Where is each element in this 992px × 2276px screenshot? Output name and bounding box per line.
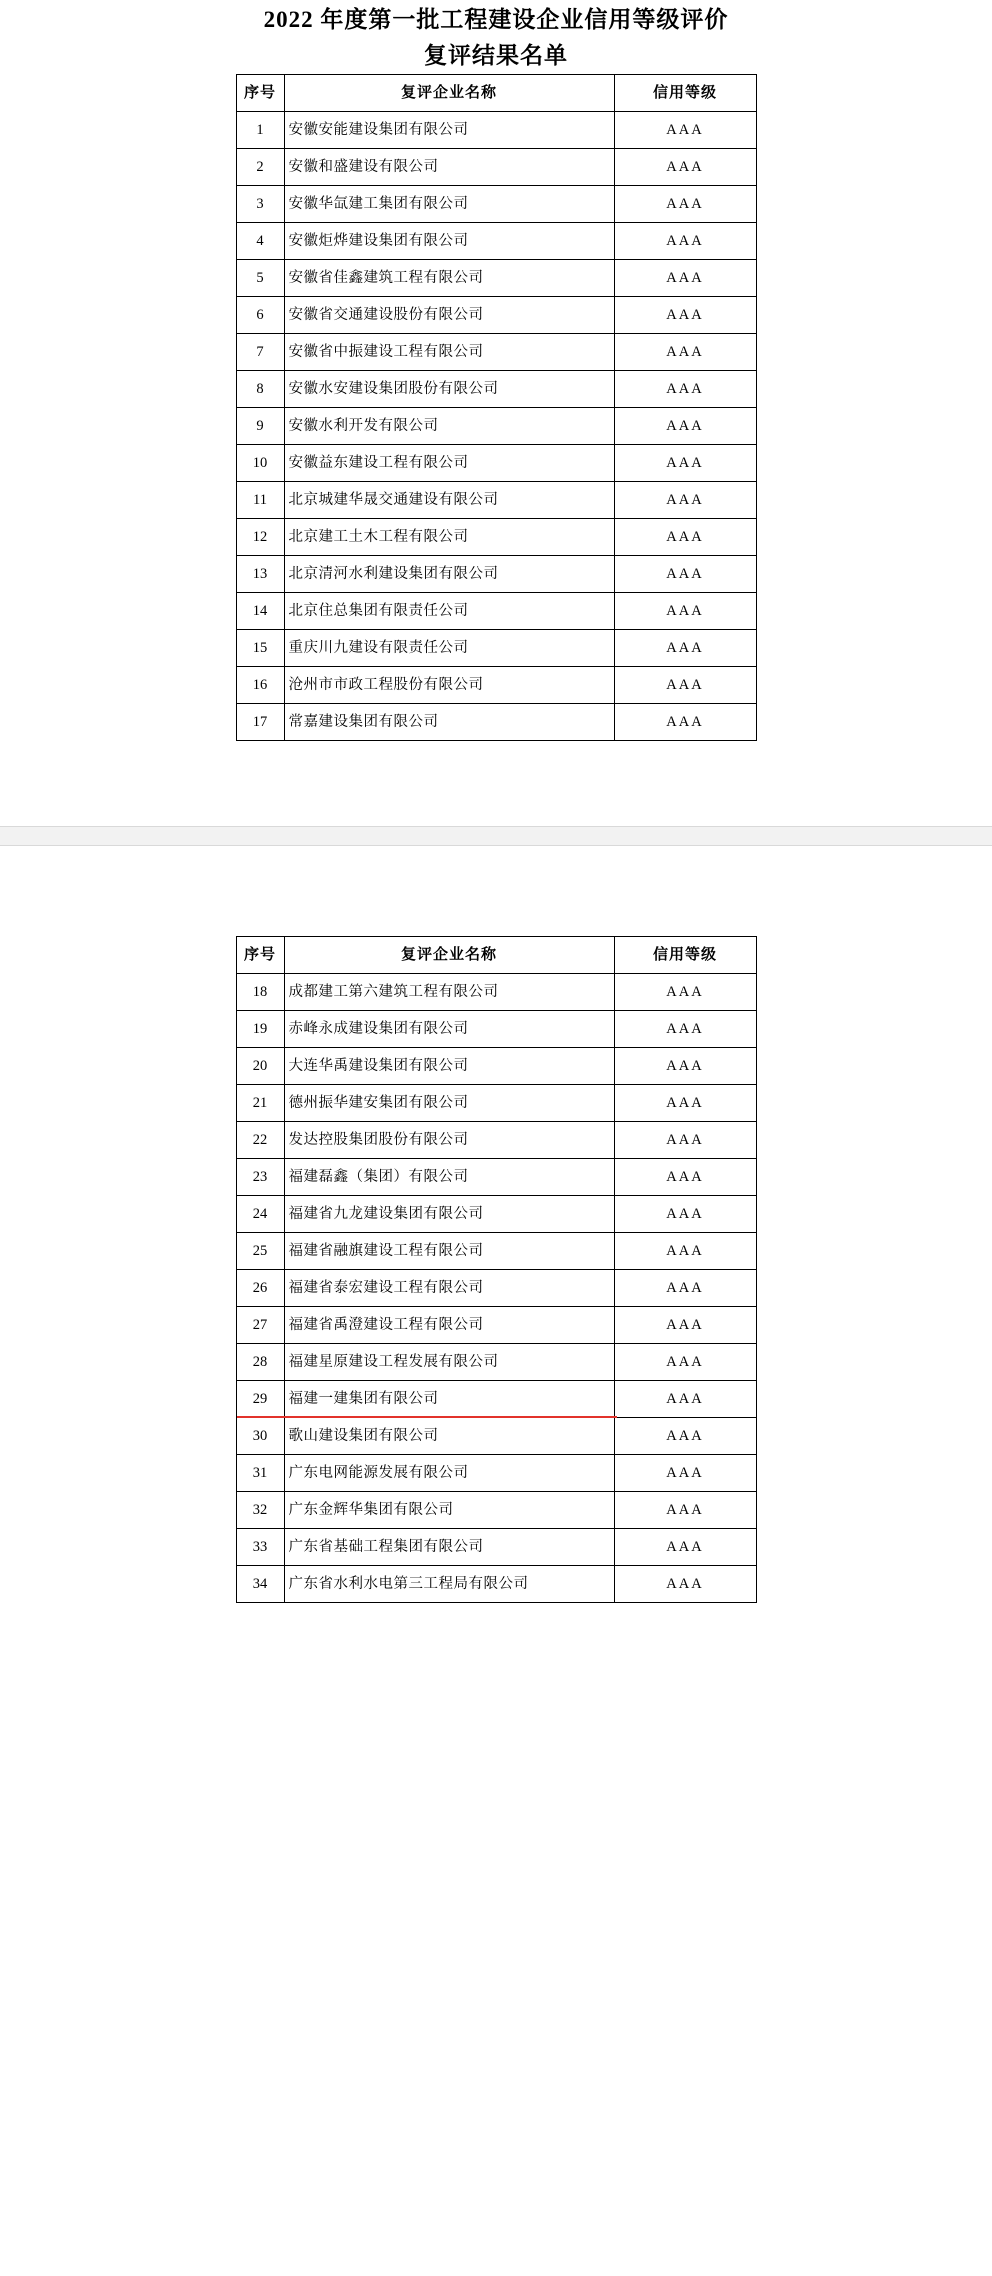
cell-index: 29 (236, 1381, 284, 1418)
cell-credit-grade: AAA (614, 1122, 756, 1159)
cell-index: 18 (236, 974, 284, 1011)
cell-credit-grade: AAA (614, 556, 756, 593)
table-row (236, 260, 756, 297)
cell-credit-grade: AAA (614, 445, 756, 482)
cell-index: 8 (236, 371, 284, 408)
credit-rating-table-page-2 (236, 936, 757, 1603)
cell-company-name: 安徽省中振建设工程有限公司 (284, 334, 614, 371)
page-title-line-2: 复评结果名单 (424, 43, 568, 68)
table-row (236, 556, 756, 593)
table-row (236, 297, 756, 334)
cell-credit-grade: AAA (614, 1011, 756, 1048)
cell-credit-grade: AAA (614, 334, 756, 371)
table-row (236, 445, 756, 482)
table-row (236, 1418, 756, 1455)
cell-index: 21 (236, 1085, 284, 1122)
cell-index: 30 (236, 1418, 284, 1455)
cell-company-name: 福建星原建设工程发展有限公司 (284, 1344, 614, 1381)
cell-company-name: 安徽安能建设集团有限公司 (284, 112, 614, 149)
cell-credit-grade: AAA (614, 297, 756, 334)
cell-credit-grade: AAA (614, 260, 756, 297)
cell-credit-grade: AAA (614, 1233, 756, 1270)
table-row (236, 1492, 756, 1529)
cell-company-name: 福建省九龙建设集团有限公司 (284, 1196, 614, 1233)
cell-company-name: 福建一建集团有限公司 (284, 1381, 614, 1418)
document-page-2 (0, 846, 992, 2276)
cell-index: 7 (236, 334, 284, 371)
cell-credit-grade: AAA (614, 704, 756, 741)
cell-company-name: 大连华禹建设集团有限公司 (284, 1048, 614, 1085)
column-header-name: 复评企业名称 (284, 75, 614, 112)
table-header-row (236, 937, 756, 974)
cell-index: 13 (236, 556, 284, 593)
cell-credit-grade: AAA (614, 1455, 756, 1492)
cell-company-name: 福建省泰宏建设工程有限公司 (284, 1270, 614, 1307)
cell-company-name: 赤峰永成建设集团有限公司 (284, 1011, 614, 1048)
table-row (236, 112, 756, 149)
cell-credit-grade: AAA (614, 1381, 756, 1418)
cell-index: 15 (236, 630, 284, 667)
cell-company-name: 福建省融旗建设工程有限公司 (284, 1233, 614, 1270)
cell-index: 14 (236, 593, 284, 630)
table-row (236, 1455, 756, 1492)
cell-company-name: 沧州市市政工程股份有限公司 (284, 667, 614, 704)
cell-company-name: 常嘉建设集团有限公司 (284, 704, 614, 741)
cell-index: 5 (236, 260, 284, 297)
table-row (236, 519, 756, 556)
cell-credit-grade: AAA (614, 1418, 756, 1455)
cell-index: 9 (236, 408, 284, 445)
cell-company-name: 安徽华氙建工集团有限公司 (284, 186, 614, 223)
cell-index: 1 (236, 112, 284, 149)
cell-company-name: 福建省禹澄建设工程有限公司 (284, 1307, 614, 1344)
cell-index: 33 (236, 1529, 284, 1566)
cell-index: 34 (236, 1566, 284, 1603)
cell-index: 24 (236, 1196, 284, 1233)
table-body-page-1 (236, 112, 756, 741)
cell-credit-grade: AAA (614, 112, 756, 149)
cell-credit-grade: AAA (614, 593, 756, 630)
column-header-name: 复评企业名称 (284, 937, 614, 974)
cell-index: 25 (236, 1233, 284, 1270)
cell-credit-grade: AAA (614, 1344, 756, 1381)
cell-company-name: 福建磊鑫（集团）有限公司 (284, 1159, 614, 1196)
cell-company-name: 安徽和盛建设有限公司 (284, 149, 614, 186)
cell-company-name: 北京住总集团有限责任公司 (284, 593, 614, 630)
cell-company-name: 歌山建设集团有限公司 (284, 1418, 614, 1455)
table-row (236, 1122, 756, 1159)
cell-company-name: 安徽水安建设集团股份有限公司 (284, 371, 614, 408)
cell-credit-grade: AAA (614, 408, 756, 445)
cell-credit-grade: AAA (614, 1529, 756, 1566)
cell-company-name: 北京清河水利建设集团有限公司 (284, 556, 614, 593)
cell-credit-grade: AAA (614, 1048, 756, 1085)
cell-credit-grade: AAA (614, 1270, 756, 1307)
table-body-page-2 (236, 974, 756, 1603)
page-title (0, 0, 992, 74)
table-row (236, 1529, 756, 1566)
cell-company-name: 安徽益东建设工程有限公司 (284, 445, 614, 482)
table-row (236, 1196, 756, 1233)
table-row (236, 1048, 756, 1085)
cell-index: 32 (236, 1492, 284, 1529)
cell-company-name: 广东省水利水电第三工程局有限公司 (284, 1566, 614, 1603)
cell-credit-grade: AAA (614, 1159, 756, 1196)
table-row (236, 630, 756, 667)
table-row (236, 1233, 756, 1270)
cell-index: 23 (236, 1159, 284, 1196)
cell-company-name: 安徽省佳鑫建筑工程有限公司 (284, 260, 614, 297)
page-separator (0, 826, 992, 846)
cell-company-name: 重庆川九建设有限责任公司 (284, 630, 614, 667)
cell-index: 4 (236, 223, 284, 260)
cell-index: 31 (236, 1455, 284, 1492)
column-header-index: 序号 (236, 937, 284, 974)
table-row (236, 223, 756, 260)
cell-credit-grade: AAA (614, 1196, 756, 1233)
cell-company-name: 安徽水利开发有限公司 (284, 408, 614, 445)
cell-credit-grade: AAA (614, 519, 756, 556)
cell-index: 22 (236, 1122, 284, 1159)
cell-company-name: 德州振华建安集团有限公司 (284, 1085, 614, 1122)
cell-index: 17 (236, 704, 284, 741)
cell-credit-grade: AAA (614, 1085, 756, 1122)
column-header-grade: 信用等级 (614, 937, 756, 974)
table-row (236, 1270, 756, 1307)
cell-index: 20 (236, 1048, 284, 1085)
cell-company-name: 北京建工土木工程有限公司 (284, 519, 614, 556)
cell-credit-grade: AAA (614, 630, 756, 667)
table-row (236, 408, 756, 445)
table-row (236, 974, 756, 1011)
table-row (236, 1566, 756, 1603)
table-header-row (236, 75, 756, 112)
cell-credit-grade: AAA (614, 1566, 756, 1603)
cell-credit-grade: AAA (614, 149, 756, 186)
cell-index: 27 (236, 1307, 284, 1344)
table-row (236, 1159, 756, 1196)
cell-index: 10 (236, 445, 284, 482)
table-row (236, 482, 756, 519)
document-page-1 (0, 0, 992, 826)
table-row (236, 334, 756, 371)
column-header-grade: 信用等级 (614, 75, 756, 112)
cell-index: 16 (236, 667, 284, 704)
cell-credit-grade: AAA (614, 974, 756, 1011)
cell-credit-grade: AAA (614, 371, 756, 408)
cell-company-name: 广东金辉华集团有限公司 (284, 1492, 614, 1529)
cell-index: 26 (236, 1270, 284, 1307)
cell-company-name: 广东电网能源发展有限公司 (284, 1455, 614, 1492)
cell-credit-grade: AAA (614, 1492, 756, 1529)
cell-index: 2 (236, 149, 284, 186)
highlight-underline (237, 1416, 617, 1418)
table-row (236, 1307, 756, 1344)
cell-index: 19 (236, 1011, 284, 1048)
column-header-index: 序号 (236, 75, 284, 112)
page-title-line-1: 2022 年度第一批工程建设企业信用等级评价 (263, 7, 729, 32)
cell-index: 28 (236, 1344, 284, 1381)
credit-rating-table-page-1 (236, 74, 757, 741)
table-row (236, 1011, 756, 1048)
table-row (236, 149, 756, 186)
cell-index: 12 (236, 519, 284, 556)
cell-credit-grade: AAA (614, 482, 756, 519)
table-row (236, 593, 756, 630)
cell-company-name: 安徽炬烨建设集团有限公司 (284, 223, 614, 260)
cell-index: 3 (236, 186, 284, 223)
table-row (236, 1344, 756, 1381)
cell-company-name: 北京城建华晟交通建设有限公司 (284, 482, 614, 519)
cell-company-name: 安徽省交通建设股份有限公司 (284, 297, 614, 334)
cell-credit-grade: AAA (614, 667, 756, 704)
table-row (236, 186, 756, 223)
table-row (236, 704, 756, 741)
table-row (236, 1381, 756, 1418)
table-row (236, 371, 756, 408)
cell-credit-grade: AAA (614, 1307, 756, 1344)
cell-credit-grade: AAA (614, 186, 756, 223)
cell-index: 11 (236, 482, 284, 519)
cell-index: 6 (236, 297, 284, 334)
cell-company-name: 成都建工第六建筑工程有限公司 (284, 974, 614, 1011)
cell-company-name: 广东省基础工程集团有限公司 (284, 1529, 614, 1566)
table-row (236, 667, 756, 704)
table-row (236, 1085, 756, 1122)
cell-company-name: 发达控股集团股份有限公司 (284, 1122, 614, 1159)
cell-credit-grade: AAA (614, 223, 756, 260)
